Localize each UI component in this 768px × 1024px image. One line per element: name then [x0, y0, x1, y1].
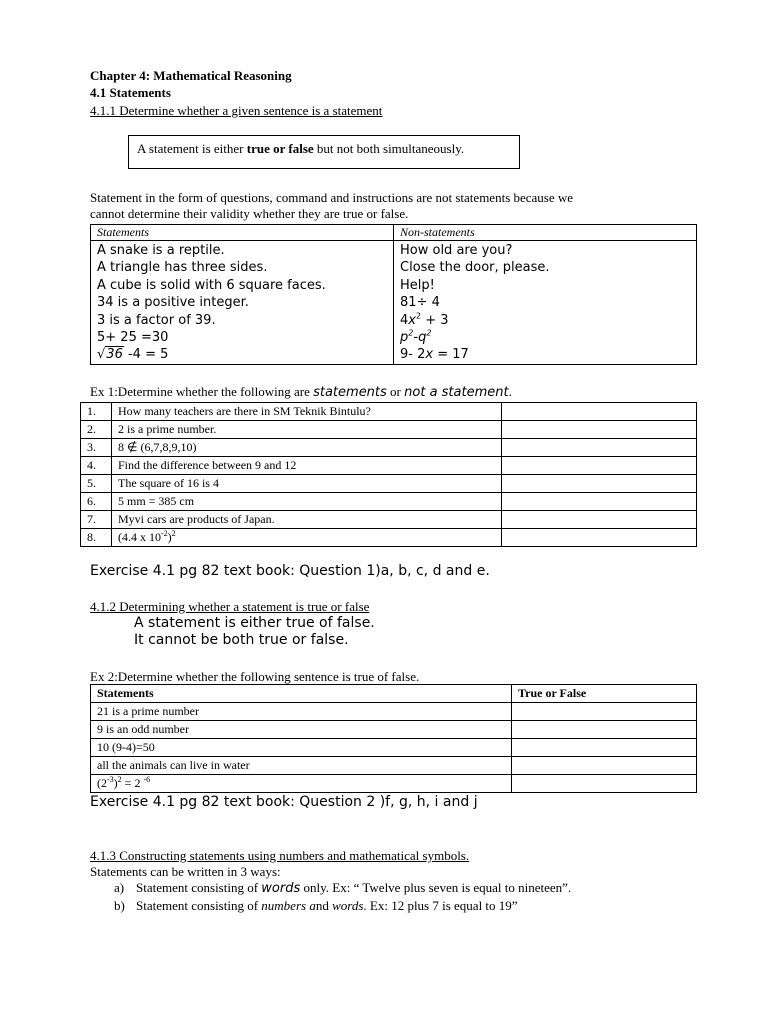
answer-cell[interactable]	[502, 421, 697, 439]
ex1-term-statements: statements	[313, 385, 387, 400]
quad-coefficient: 4	[400, 312, 409, 328]
row-number: 4.	[81, 457, 112, 475]
non-statement-item: 81÷ 4	[400, 295, 440, 311]
ex1-title	[90, 384, 512, 401]
table-row	[81, 493, 697, 511]
exercise-1-note: Exercise 4.1 pg 82 text book: Question 1)a, b, c, d and e.	[90, 563, 490, 579]
row8-outer-exponent: 2	[171, 529, 176, 538]
subsection-4-1-1: 4.1.1 Determine whether a given sentence is a statement	[90, 103, 383, 118]
row-statement	[91, 775, 512, 793]
non-statement-pq	[400, 329, 690, 346]
row-question: Find the difference between 9 and 12	[112, 457, 502, 475]
list-label: a)	[114, 880, 125, 895]
ex1-mid: or	[386, 384, 405, 399]
statements-column	[91, 241, 394, 365]
statement-item: A snake is a reptile.	[97, 243, 225, 258]
table-row	[81, 439, 697, 457]
answer-cell[interactable]	[502, 403, 697, 421]
row5-eq: = 2	[121, 776, 144, 790]
header-statements: Statements	[91, 685, 512, 703]
table-row	[91, 739, 697, 757]
statement-item: A triangle has three sides.	[97, 260, 268, 276]
answer-cell[interactable]	[502, 493, 697, 511]
table-row	[81, 529, 697, 547]
intro-line-2: cannot determine their validity whether they are true or false.	[90, 206, 409, 221]
table-row	[91, 721, 697, 739]
non-statements-column	[394, 241, 697, 365]
row-number: 5.	[81, 475, 112, 493]
written-ways: Statements can be written in 3 ways:	[90, 864, 281, 879]
definition-box	[128, 135, 520, 169]
pq-q-exponent: 2	[426, 328, 432, 338]
non-statement-item: Close the door, please.	[400, 260, 550, 276]
pq-p-exponent: 2	[408, 328, 414, 338]
list-em: words	[261, 881, 301, 896]
row-number: 6.	[81, 493, 112, 511]
row-number: 8.	[81, 529, 112, 547]
ex2-title: Ex 2:Determine whether the following sentence is true of false.	[90, 669, 420, 684]
table-header-row	[91, 685, 697, 703]
eq-part-a: 9- 2	[400, 347, 426, 363]
table-row	[81, 511, 697, 529]
row8-close: )	[167, 530, 172, 544]
pq-p: p	[400, 330, 409, 346]
row5-exp3: -6	[143, 775, 151, 784]
header-statements: Statements	[91, 225, 394, 241]
list-em-words: words	[332, 898, 364, 913]
table-row	[91, 703, 697, 721]
quad-variable: x	[408, 312, 416, 328]
quad-exponent: 2	[415, 311, 422, 321]
definition-suffix: but not both simultaneously.	[313, 141, 465, 156]
list-post: . Ex: 12 plus 7 is equal to 19”	[363, 898, 518, 913]
pq-dash: -	[413, 330, 419, 346]
answer-cell[interactable]	[502, 511, 697, 529]
definition-bold: true or false	[246, 141, 314, 156]
ex1-suffix: .	[508, 384, 512, 399]
sqrt-rest: -4 = 5	[123, 347, 169, 363]
table-row	[81, 457, 697, 475]
list-post: only. Ex: “ Twelve plus seven is equal to nineteen”.	[300, 880, 572, 895]
pq-q: q	[418, 330, 427, 346]
row-question: 8 ∉ (6,7,8,9,10)	[112, 439, 502, 457]
row-question: Myvi cars are products of Japan.	[112, 511, 502, 529]
row-number: 3.	[81, 439, 112, 457]
statement-item: 34 is a positive integer.	[97, 295, 249, 311]
row-statement: all the animals can live in water	[91, 757, 512, 775]
answer-cell[interactable]	[512, 703, 697, 721]
ex1-table	[80, 402, 697, 547]
table-row	[91, 757, 697, 775]
table-row	[91, 775, 697, 793]
subsection-4-1-2: 4.1.2 Determining whether a statement is true or false	[90, 599, 370, 614]
section-title: 4.1 Statements	[90, 85, 171, 100]
row-number: 2.	[81, 421, 112, 439]
sqrt-radicand: 36	[106, 347, 123, 363]
row-question: 2 is a prime number.	[112, 421, 502, 439]
row-statement: 10 (9-4)=50	[91, 739, 512, 757]
row-question: The square of 16 is 4	[112, 475, 502, 493]
row-statement: 21 is a prime number	[91, 703, 512, 721]
row-number: 1.	[81, 403, 112, 421]
note-line-2: It cannot be both true or false.	[134, 632, 349, 648]
answer-cell[interactable]	[512, 739, 697, 757]
answer-cell[interactable]	[502, 529, 697, 547]
statement-item-sqrt	[97, 346, 387, 363]
row5-base: (2	[97, 776, 107, 790]
answer-cell[interactable]	[502, 475, 697, 493]
eq-rest: = 17	[433, 347, 469, 363]
list-item-b	[114, 898, 518, 914]
statement-item: 5+ 25 =30	[97, 330, 169, 346]
row-question: How many teachers are there in SM Teknik Bintulu?	[112, 403, 502, 421]
row8-exponent: -2	[161, 529, 168, 538]
statements-table	[90, 224, 697, 365]
list-item-a	[114, 880, 571, 897]
row-number: 7.	[81, 511, 112, 529]
ex2-table	[90, 684, 697, 793]
subsection-4-1-3: 4.1.3 Constructing statements using numbers and mathematical symbols.	[90, 848, 470, 863]
row-question: 5 mm = 385 cm	[112, 493, 502, 511]
row-statement: 9 is an odd number	[91, 721, 512, 739]
answer-cell[interactable]	[512, 721, 697, 739]
statement-item: 3 is a factor of 39.	[97, 312, 216, 328]
row5-exp1: -3	[107, 775, 114, 784]
eq-variable: x	[425, 347, 434, 363]
table-row	[81, 421, 697, 439]
non-statement-equation	[400, 346, 690, 363]
answer-cell[interactable]	[502, 457, 697, 475]
chapter-title: Chapter 4: Mathematical Reasoning	[90, 68, 292, 83]
ex1-term-not-statement: not a statement	[404, 385, 509, 400]
list-pre: Statement consisting of	[136, 898, 262, 913]
list-label: b)	[114, 898, 125, 913]
row5-exp2: 2	[117, 775, 122, 784]
list-mid: nd	[315, 898, 333, 913]
note-line-1: A statement is either true of false.	[134, 615, 375, 631]
answer-cell[interactable]	[512, 757, 697, 775]
answer-cell[interactable]	[502, 439, 697, 457]
exercise-2-note: Exercise 4.1 pg 82 text book: Question 2 )f, g, h, i and j	[90, 794, 478, 810]
header-true-false: True or False	[512, 685, 697, 703]
table-row	[81, 475, 697, 493]
list-pre: Statement consisting of	[136, 880, 262, 895]
table-row	[81, 403, 697, 421]
intro-line-1: Statement in the form of questions, command and instructions are not statements because we	[90, 190, 574, 205]
row-question	[112, 529, 502, 547]
non-statement-item: Help!	[400, 277, 435, 293]
statement-item: A cube is solid with 6 square faces.	[97, 277, 326, 293]
ex1-prefix: Ex 1:Determine whether the following are	[90, 384, 314, 399]
header-non-statements: Non-statements	[394, 225, 697, 241]
list-em-numbers: numbers a	[261, 898, 316, 913]
non-statement-quadratic	[400, 312, 690, 329]
row8-base: (4.4 x 10	[118, 530, 161, 544]
non-statement-item: How old are you?	[400, 243, 513, 258]
sqrt-symbol: √36	[97, 347, 123, 363]
answer-cell[interactable]	[512, 775, 697, 793]
quad-rest: + 3	[421, 312, 449, 328]
definition-prefix: A statement is either	[137, 141, 247, 156]
row5-close: )	[113, 776, 118, 790]
